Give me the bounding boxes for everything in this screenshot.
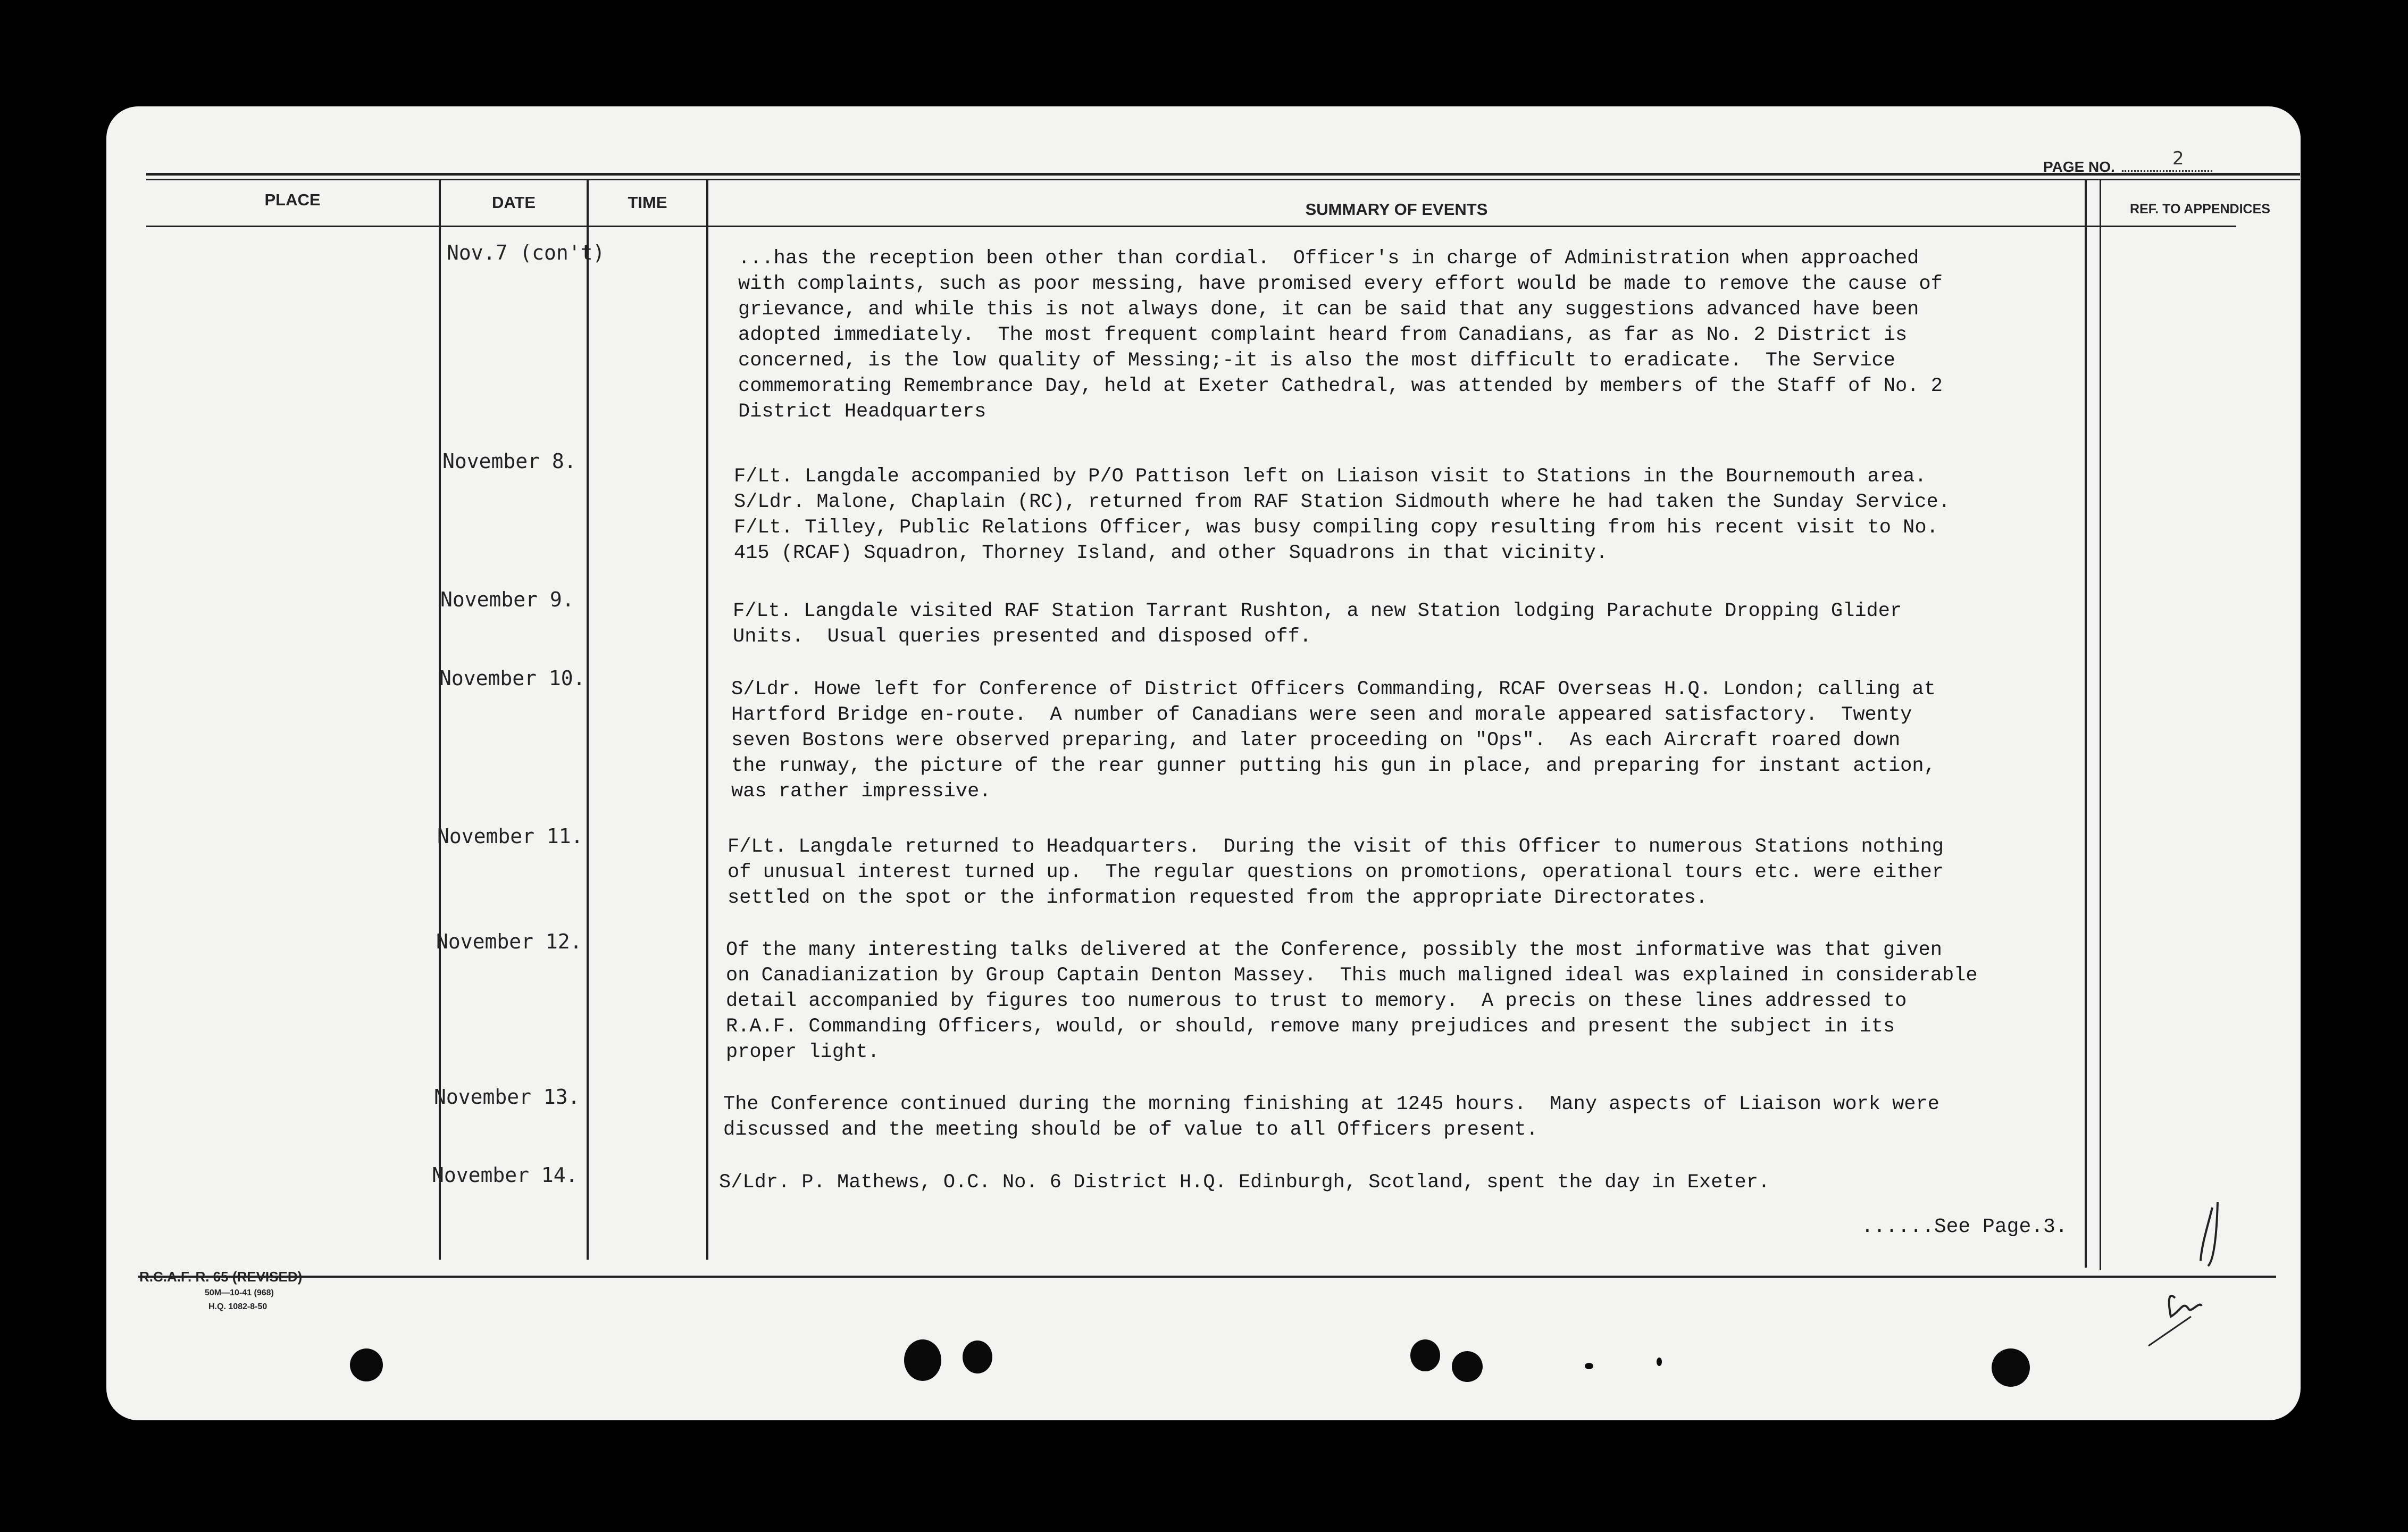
punch-hole	[350, 1348, 383, 1381]
header-place: PLACE	[264, 190, 321, 209]
punch-hole	[1452, 1351, 1483, 1382]
entry-summary: Of the many interesting talks delivered at the Conference, possibly the most informative was that given on Canadianization by Group Captain Denton Massey. This much maligned ideal was explained in considerable detail accompanied by figures too numerous to trust to memory. A precis on these lines addressed to R.A.F. Commanding Officers, would, or should, remove many prejudices and present the subject in its proper light.	[726, 939, 1978, 1063]
form-name: R.C.A.F. R. 65 (REVISED)	[139, 1269, 303, 1285]
ink-dot	[1585, 1363, 1593, 1369]
entry-summary: F/Lt. Langdale visited RAF Station Tarrant Rushton, a new Station lodging Parachute Dropping Glider Units. Usual queries presented and disposed off.	[733, 600, 1902, 648]
col-line-date	[587, 180, 589, 1260]
punch-hole	[904, 1339, 941, 1381]
continuation-note: ......See Page.3.	[1861, 1215, 2068, 1238]
entry-date: November 11.	[437, 825, 583, 848]
punch-hole	[963, 1340, 992, 1373]
col-line-time	[706, 180, 708, 1260]
top-rule	[146, 173, 2300, 176]
entry-date: Nov.7 (con't)	[447, 241, 605, 264]
entry-summary: S/Ldr. Howe left for Conference of District Officers Commanding, RCAF Overseas H.Q. London; calling at Hartford Bridge en-route. A number of Canadians were seen and morale appeared satisfactory. Twenty seven Bostons were observed preparing, and later proceeding on "Ops". As each Aircraft roared down the runway, the picture of the rear gunner putting his gun in place, and preparing for instant action, was rather impressive.	[731, 678, 1936, 803]
punch-hole	[1992, 1348, 2030, 1387]
entry-date: November 10.	[439, 667, 586, 690]
header-ref: REF. TO APPENDICES	[2130, 202, 2270, 217]
entry-date: November 13.	[434, 1085, 580, 1109]
top-rule-2	[146, 179, 2300, 180]
page-number-dots	[2122, 170, 2212, 172]
war-diary-page	[106, 106, 2301, 1420]
punch-hole	[1410, 1339, 1440, 1371]
entry-summary: The Conference continued during the morning finishing at 1245 hours. Many aspects of Liaison work were discussed and the meeting should be of value to all Officers present.	[723, 1093, 1939, 1141]
page-number-label: PAGE NO.	[2043, 159, 2115, 175]
entry-summary: S/Ldr. P. Mathews, O.C. No. 6 District H.Q. Edinburgh, Scotland, spent the day in Exeter.	[719, 1171, 1770, 1194]
page-number: 2	[2172, 148, 2184, 169]
entry-summary: ...has the reception been other than cordial. Officer's in charge of Administration when approached with complaints, such as poor messing, have promised every effort would be made to remove the cause of grievance, and while this is not always done, it can be said that any suggestions advanced have been adopted immediately. The most frequent complaint heard from Canadians, as far as No. 2 District is concerned, is the low quality of Messing;-it is also the most difficult to eradicate. The Service commemorating Remembrance Day, held at Exeter Cathedral, was attended by members of the Staff of No. 2 District Headquarters	[738, 247, 1943, 423]
signature-mark	[2074, 1197, 2276, 1356]
form-code: 50M—10-41 (968)	[205, 1288, 274, 1297]
ink-dot	[1657, 1358, 1662, 1366]
entry-date: November 12.	[436, 930, 582, 953]
header-rule	[146, 226, 2236, 227]
entry-date: November 8.	[442, 449, 576, 473]
entry-summary: F/Lt. Langdale accompanied by P/O Pattison left on Liaison visit to Stations in the Bournemouth area. S/Ldr. Malone, Chaplain (RC), returned from RAF Station Sidmouth where he had taken the Sunday Service. F/Lt. Tilley, Public Relations Officer, was busy compiling copy resulting from his recent visit to No. 415 (RCAF) Squadron, Thorney Island, and other Squadrons in that vicinity.	[734, 465, 1950, 564]
entry-date: November 9.	[440, 588, 574, 611]
entry-date: November 14.	[432, 1163, 578, 1187]
header-summary: SUMMARY OF EVENTS	[1305, 200, 1488, 219]
header-date: DATE	[491, 193, 536, 212]
header-time: TIME	[628, 193, 667, 212]
footer-rule	[138, 1276, 2276, 1278]
entry-summary: F/Lt. Langdale returned to Headquarters. During the visit of this Officer to numerous Stations nothing of unusual interest turned up. The regular questions on promotions, operational tours etc. were either settled on the spot or the information requested from the appropriate Directorates.	[728, 836, 1944, 909]
form-ref: H.Q. 1082-8-50	[208, 1302, 267, 1311]
